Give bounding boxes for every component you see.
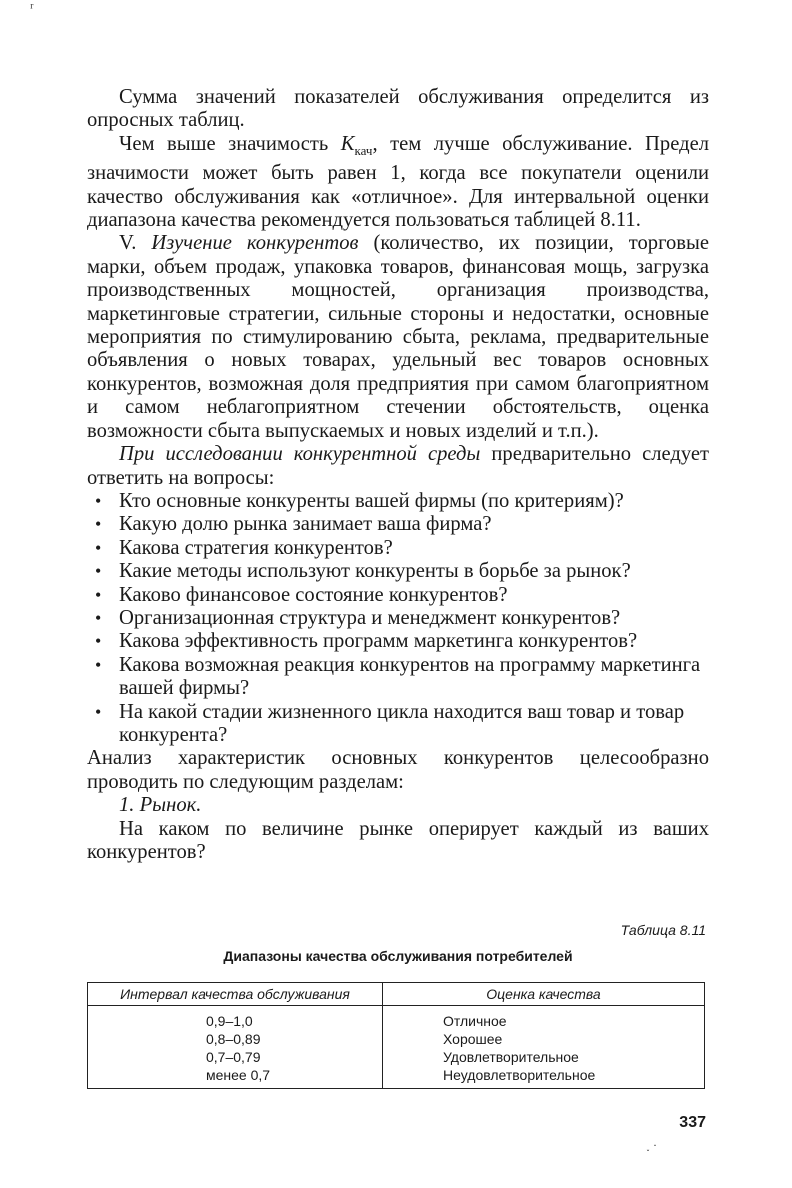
table-cell-rating: Удовлетворительное bbox=[443, 1049, 579, 1065]
paragraph-2-start: Чем выше значимость bbox=[119, 132, 341, 155]
list-item-text: Кто основные конкуренты вашей фирмы (по критериям)? bbox=[119, 489, 624, 512]
bullet: • bbox=[95, 654, 102, 675]
paragraph-4 bbox=[87, 443, 709, 490]
paragraph-5: Анализ характеристик основных конкурентов целесообразно проводить по следующим разделам: bbox=[87, 747, 709, 793]
page-text bbox=[87, 86, 709, 864]
table-cell-interval: 0,8–0,89 bbox=[206, 1031, 261, 1047]
table-cell-interval: менее 0,7 bbox=[206, 1067, 271, 1083]
list-item-text: Какова возможная реакция конкурентов на программу маркетинга вашей фирмы? bbox=[119, 653, 701, 700]
list-item-text: Каково финансовое состояние конкурентов? bbox=[119, 583, 508, 606]
list-item bbox=[87, 584, 709, 607]
list-item bbox=[87, 654, 709, 701]
table-row bbox=[88, 1006, 705, 1089]
section-heading: Изучение конкурентов bbox=[151, 232, 359, 255]
bullet: • bbox=[95, 561, 102, 582]
rating-column bbox=[383, 1006, 705, 1089]
quality-table bbox=[87, 982, 705, 1089]
paragraph-2-end: , тем лучше обслуживание. Предел значимости может быть равен 1, когда все покупатели оценили качество обслуживания как «отличное». Для интервальной оценки диапазона качества рекомендуется пользоваться таблицей 8.11. bbox=[87, 132, 709, 232]
list-item bbox=[87, 490, 709, 513]
bullet: • bbox=[95, 490, 102, 511]
table-cell-interval: 0,7–0,79 bbox=[206, 1049, 261, 1065]
paragraph-3-body: (количество, их позиции, торговые марки, объем продаж, упаковка товаров, финансовая мощь, загрузка производственных мощностей, организация производства, маркетинговые стратегии, сильные стороны и недостатки, основные мероприятия по стимулированию сбыта, реклама, предварительные объявления о новых товарах, удельный вес товаров основных конкурентов, возможная доля предприятия при самом благоприятном и самом неблагоприятном стечении обстоятельств, оценка возможности сбыта выпускаемых и новых изделий и т.п.). bbox=[87, 232, 710, 442]
list-item bbox=[87, 560, 709, 583]
bullet: • bbox=[95, 607, 102, 628]
list-item-text: На какой стадии жизненного цикла находится ваш товар и товар конкурента? bbox=[119, 700, 685, 746]
list-item bbox=[87, 607, 709, 630]
bullet: • bbox=[95, 537, 102, 558]
list-item bbox=[87, 537, 709, 560]
bullet: • bbox=[95, 514, 102, 535]
list-item bbox=[87, 630, 709, 653]
k-subscript: кач bbox=[354, 142, 373, 158]
list-item-text: Какова стратегия конкурентов? bbox=[119, 536, 393, 559]
page-number: 337 bbox=[679, 1114, 706, 1131]
table-cell-rating: Неудовлетворительное bbox=[443, 1067, 596, 1083]
table-cell-rating: Отличное bbox=[443, 1013, 507, 1029]
paragraph-6 bbox=[87, 794, 709, 817]
scan-speck: ʳ bbox=[30, 0, 34, 17]
k-symbol: K bbox=[340, 132, 355, 155]
list-item-text: Какую долю рынка занимает ваша фирма? bbox=[119, 513, 492, 536]
paragraph-3 bbox=[87, 232, 709, 443]
section-number: V. bbox=[119, 232, 152, 255]
paragraph-2 bbox=[87, 133, 709, 233]
table-header-row bbox=[88, 983, 705, 1006]
subsection-heading: 1. Рынок. bbox=[119, 794, 202, 817]
list-item bbox=[87, 513, 709, 536]
table-header-rating: Оценка качества bbox=[383, 983, 705, 1006]
scan-speck: ˯ · bbox=[646, 1138, 657, 1152]
list-item bbox=[87, 701, 709, 748]
interval-column bbox=[88, 1006, 383, 1089]
bullet: • bbox=[95, 701, 102, 722]
table-title: Диапазоны качества обслуживания потребителей bbox=[223, 948, 573, 964]
list-item-text: Какие методы используют конкуренты в борьбе за рынок? bbox=[119, 560, 631, 583]
bullet: • bbox=[95, 584, 102, 605]
list-item-text: Организационная структура и менеджмент конкурентов? bbox=[119, 606, 621, 629]
list-item-text: Какова эффективность программ маркетинга конкурентов? bbox=[119, 630, 638, 653]
table-header-interval: Интервал качества обслуживания bbox=[88, 983, 383, 1006]
question-list bbox=[87, 490, 709, 747]
table-cell-rating: Хорошее bbox=[443, 1031, 503, 1047]
bullet: • bbox=[95, 631, 102, 652]
table-caption: Таблица 8.11 bbox=[620, 922, 706, 938]
table-cell-interval: 0,9–1,0 bbox=[206, 1013, 253, 1029]
paragraph-4-italic: При исследовании конкурентной среды bbox=[119, 443, 481, 466]
paragraph-1: Сумма значений показателей обслуживания определится из опросных таблиц. bbox=[87, 86, 709, 132]
paragraph-7: На каком по величине рынке оперирует каждый из ваших конкурентов? bbox=[87, 817, 709, 863]
paragraph-4-body: предварительно следует ответить на вопросы: bbox=[87, 443, 709, 489]
